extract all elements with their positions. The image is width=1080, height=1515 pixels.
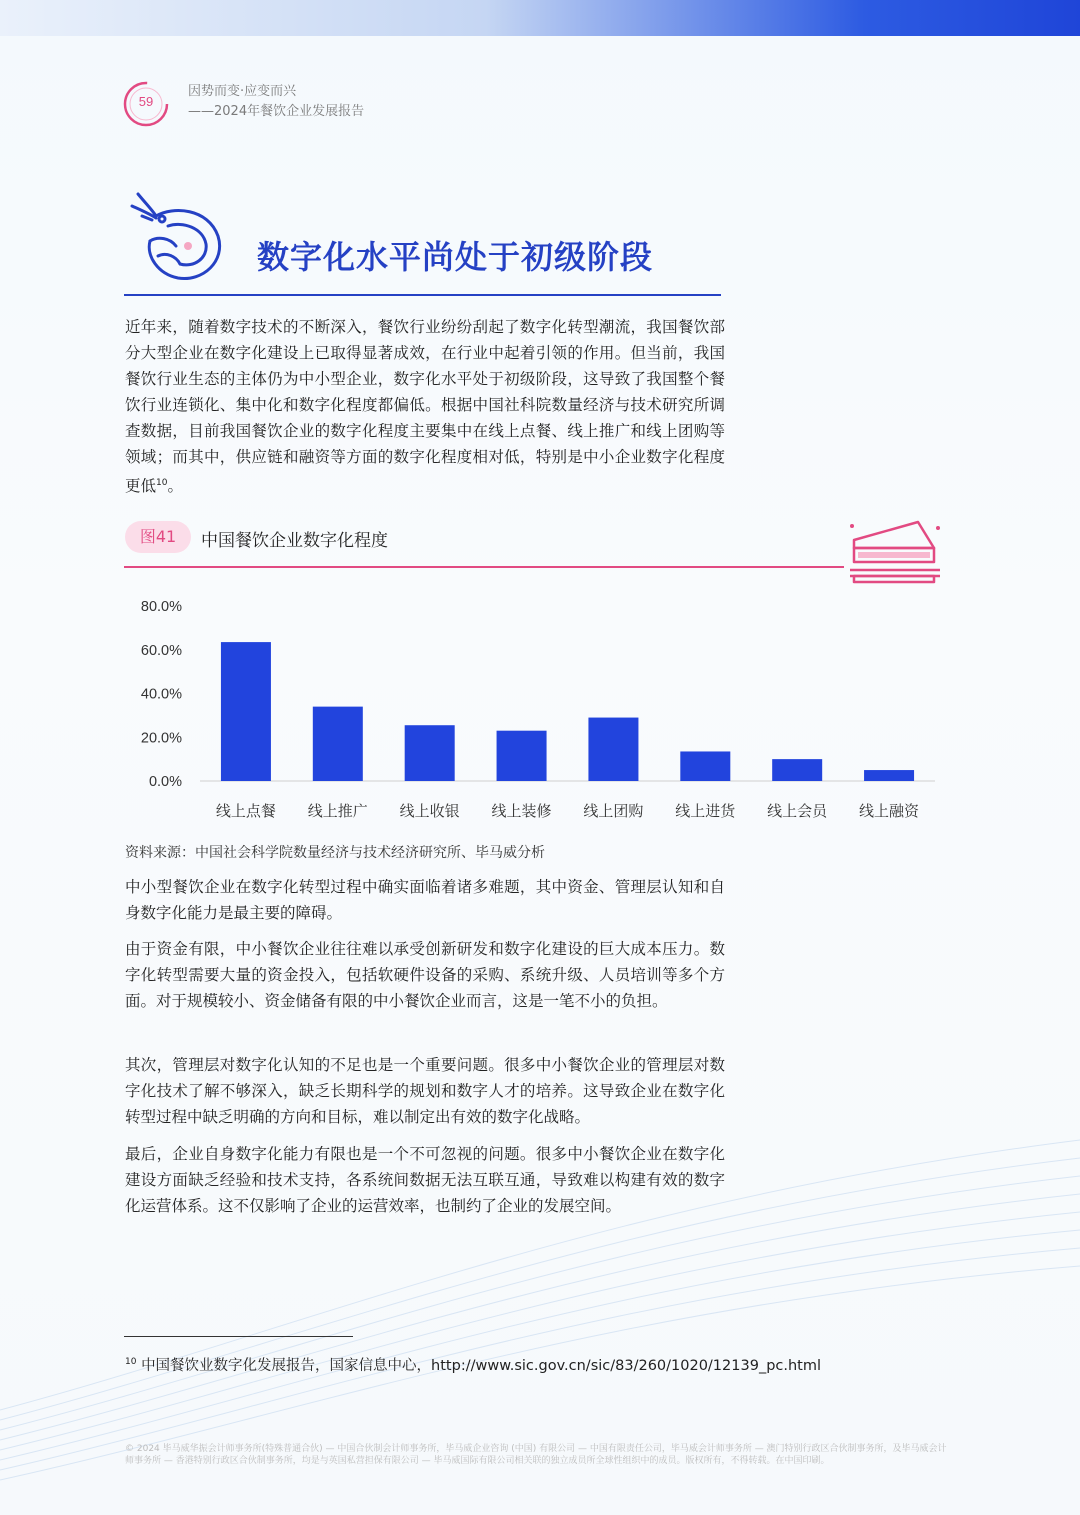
figure-source: 资料来源：中国社会科学院数量经济与技术经济研究所、毕马威分析 [125,845,545,861]
shrimp-icon [128,186,228,286]
running-header-line1: 因势而变·应变而兴 [188,84,297,99]
figure-rule [124,566,844,568]
paragraph-3: 其次，管理层对数字化认知的不足也是一个重要问题。很多中小餐饮企业的管理层对数字化技术了解不够深入，缺乏长期科学的规划和数字人才的培养。这导致企业在数字化转型过程中缺乏明确的方向和目标，难以制定出有效的数字化战略。 [125,1056,725,1126]
x-tick-label: 线上融资 [859,802,920,820]
figure-label: 图41 [125,521,191,553]
paragraph-4: 最后，企业自身数字化能力有限也是一个不可忽视的问题。很多中小餐饮企业在数字化建设方面缺乏经验和技术支持，各系统间数据无法互联互通，导致难以构建有效的数字化运营体系。这不仅影响了企业的运营效率，也制约了企业的发展空间。 [125,1145,725,1215]
x-tick-label: 线上装修 [491,802,552,820]
x-tick-label: 线上会员 [767,802,828,820]
bar [313,707,363,781]
section-title: 数字化水平尚处于初级阶段 [257,238,654,276]
x-tick-label: 线上收银 [399,802,460,820]
bar [221,642,271,781]
cake-slice-icon [846,514,946,588]
top-accent-bar [0,0,1080,36]
footnote-number: 10 [125,1357,137,1368]
footnote-divider [124,1336,353,1337]
bar [588,718,638,781]
y-tick-label: 40.0% [140,686,182,703]
intro-paragraph-end: 。 [167,477,183,496]
footnote [125,1354,821,1375]
y-tick-label: 60.0% [140,642,182,659]
x-tick-label: 线上推广 [307,802,368,820]
bar [405,725,455,781]
footnote-ref[interactable]: 10 [156,478,168,488]
bar [680,751,730,781]
page-number-badge [122,80,170,128]
title-underline [124,294,721,296]
x-tick-label: 线上进货 [675,802,736,820]
paragraph-2: 由于资金有限，中小餐饮企业往往难以承受创新研发和数字化建设的巨大成本压力。数字化转型需要大量的资金投入，包括软硬件设备的采购、系统升级、人员培训等多个方面。对于规模较小、资金储备有限的中小餐饮企业而言，这是一笔不小的负担。 [125,940,725,1010]
intro-paragraph-text: 近年来，随着数字技术的不断深入，餐饮行业纷纷刮起了数字化转型潮流，我国餐饮部分大型企业在数字化建设上已取得显著成效，在行业中起着引领的作用。但当前，我国餐饮行业生态的主体仍为中小型企业，数字化水平处于初级阶段，这导致了我国整个餐饮行业连锁化、集中化和数字化程度都偏低。根据中国社科院数量经济与技术研究所调查数据，目前我国餐饮企业的数字化程度主要集中在线上点餐、线上推广和线上团购等领域；而其中，供应链和融资等方面的数字化程度相对低，特别是中小企业数字化程度更低 [125,318,725,496]
bar [772,759,822,781]
page-number: 59 [138,94,154,109]
intro-paragraph [125,314,725,499]
running-header [188,82,364,122]
y-tick-label: 80.0% [140,599,182,615]
y-tick-label: 20.0% [140,730,182,747]
paragraph-1: 中小型餐饮企业在数字化转型过程中确实面临着诸多难题，其中资金、管理层认知和自身数字化能力是最主要的障碍。 [125,878,725,922]
figure-title: 中国餐饮企业数字化程度 [201,531,388,551]
copyright-notice: © 2024 毕马威华振会计师事务所(特殊普通合伙) — 中国合伙制会计师事务所，毕马威企业咨询 (中国) 有限公司 — 中国有限责任公司，毕马威会计师事务所 — 澳门特别行政区合伙制事务所，及毕马威会计师事务所 — 香港特别行政区合伙制事务所，均是与英国私营担保有限公司 — 毕马威国际有限公司相关联的独立成员所全球性组织中的成员。版权所有，不得转载。在中国印刷。 [125,1444,947,1466]
footnote-text[interactable]: 中国餐饮业数字化发展报告，国家信息中心，http://www.sic.gov.cn/sic/83/260/1020/12139_pc.html [141,1358,822,1374]
x-tick-label: 线上点餐 [215,802,276,820]
x-tick-label: 线上团购 [583,802,644,820]
y-tick-label: 0.0% [148,774,182,790]
bar [497,731,547,781]
bar [864,770,914,781]
running-header-line2: ——2024年餐饮企业发展报告 [188,104,365,119]
bar-chart [120,590,950,830]
